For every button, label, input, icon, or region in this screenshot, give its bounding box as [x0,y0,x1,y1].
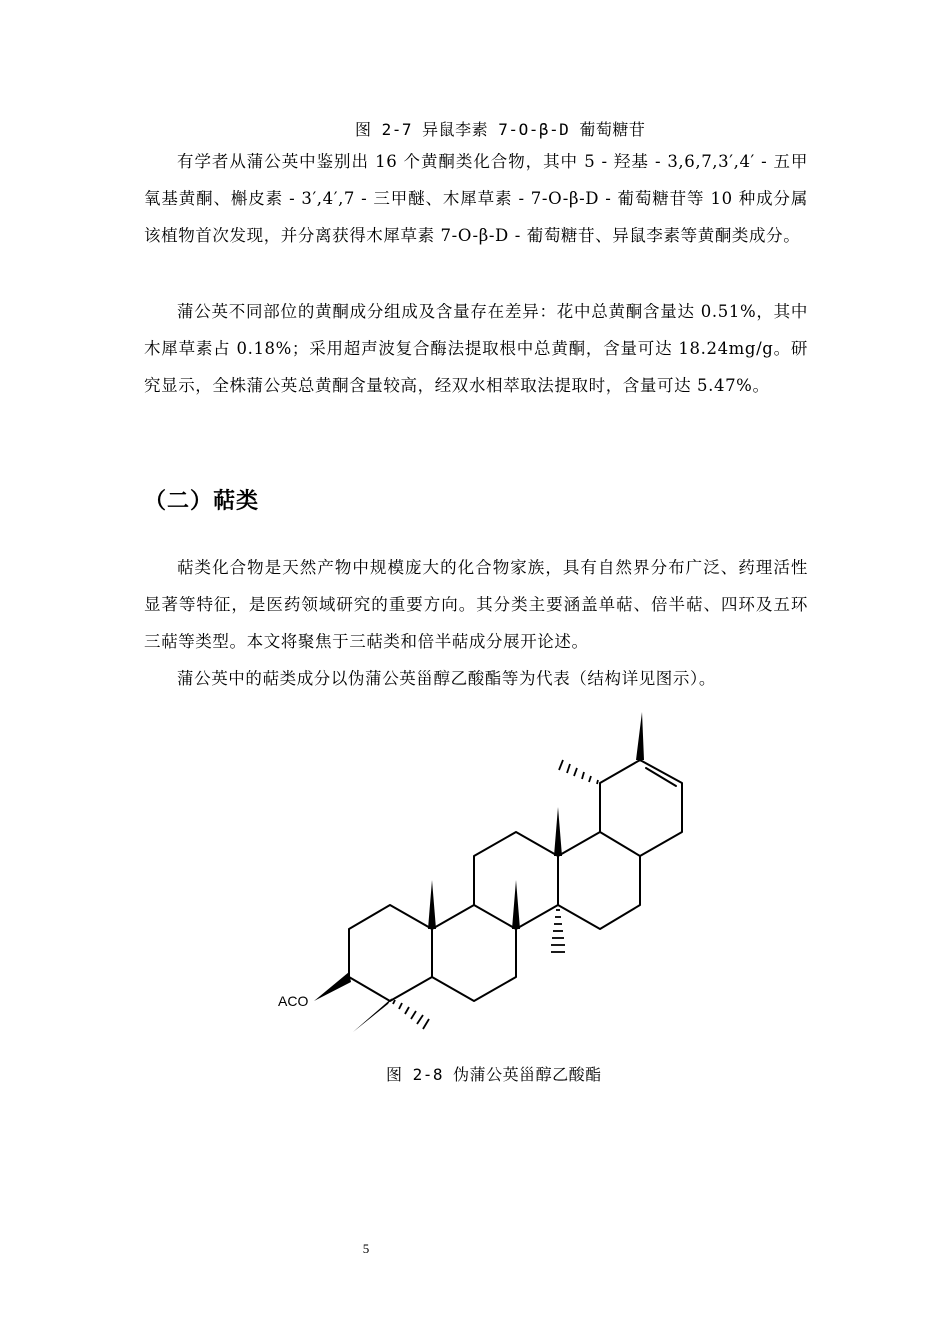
figure-2-8-caption: 图 2-8 伪蒲公英甾醇乙酸酯 [386,1065,602,1084]
page-number: 5 [362,1241,370,1256]
acetoxy-label: ACO [278,993,309,1009]
paragraph-terpene-intro: 萜类化合物是天然产物中规模庞大的化合物家族，具有自然界分布广泛、药理活性显著等特征，是医药领域研究的重要方向。其分类主要涵盖单萜、倍半萜、四环及五环三萜等类型。本文将聚焦于三萜类和倍半萜成分展开论述。 [144,558,808,651]
paragraph-terpene-representative: 蒲公英中的萜类成分以伪蒲公英甾醇乙酸酯等为代表（结构详见图示）。 [177,669,716,688]
paragraph-flavonoid-compounds: 有学者从蒲公英中鉴别出 16 个黄酮类化合物，其中 5 - 羟基 - 3,6,7,3′,4′ - 五甲氧基黄酮、槲皮素 - 3′,4′,7 - 三甲醚、木犀草素 - 7-O-β-D - 葡萄糖苷等 10 种成分属该植物首次发现，并分离获得木犀草素 7-O-β-D - 葡萄糖苷、异鼠李素等黄酮类成分。 [144,152,808,245]
figure-2-7-caption: 图 2-7 异鼠李素 7-O-β-D 葡萄糖苷 [355,120,646,139]
pseudotaraxasterol-acetate-structure [270,705,700,1050]
section-heading-terpenes: （二）萜类 [144,489,260,514]
paragraph-flavonoid-content: 蒲公英不同部位的黄酮成分组成及含量存在差异：花中总黄酮含量达 0.51%，其中木犀草素占 0.18%；采用超声波复合酶法提取根中总黄酮，含量可达 18.24mg/g。研究显示，全株蒲公英总黄酮含量较高，经双水相萃取法提取时，含量可达 5.47%。 [144,302,808,395]
